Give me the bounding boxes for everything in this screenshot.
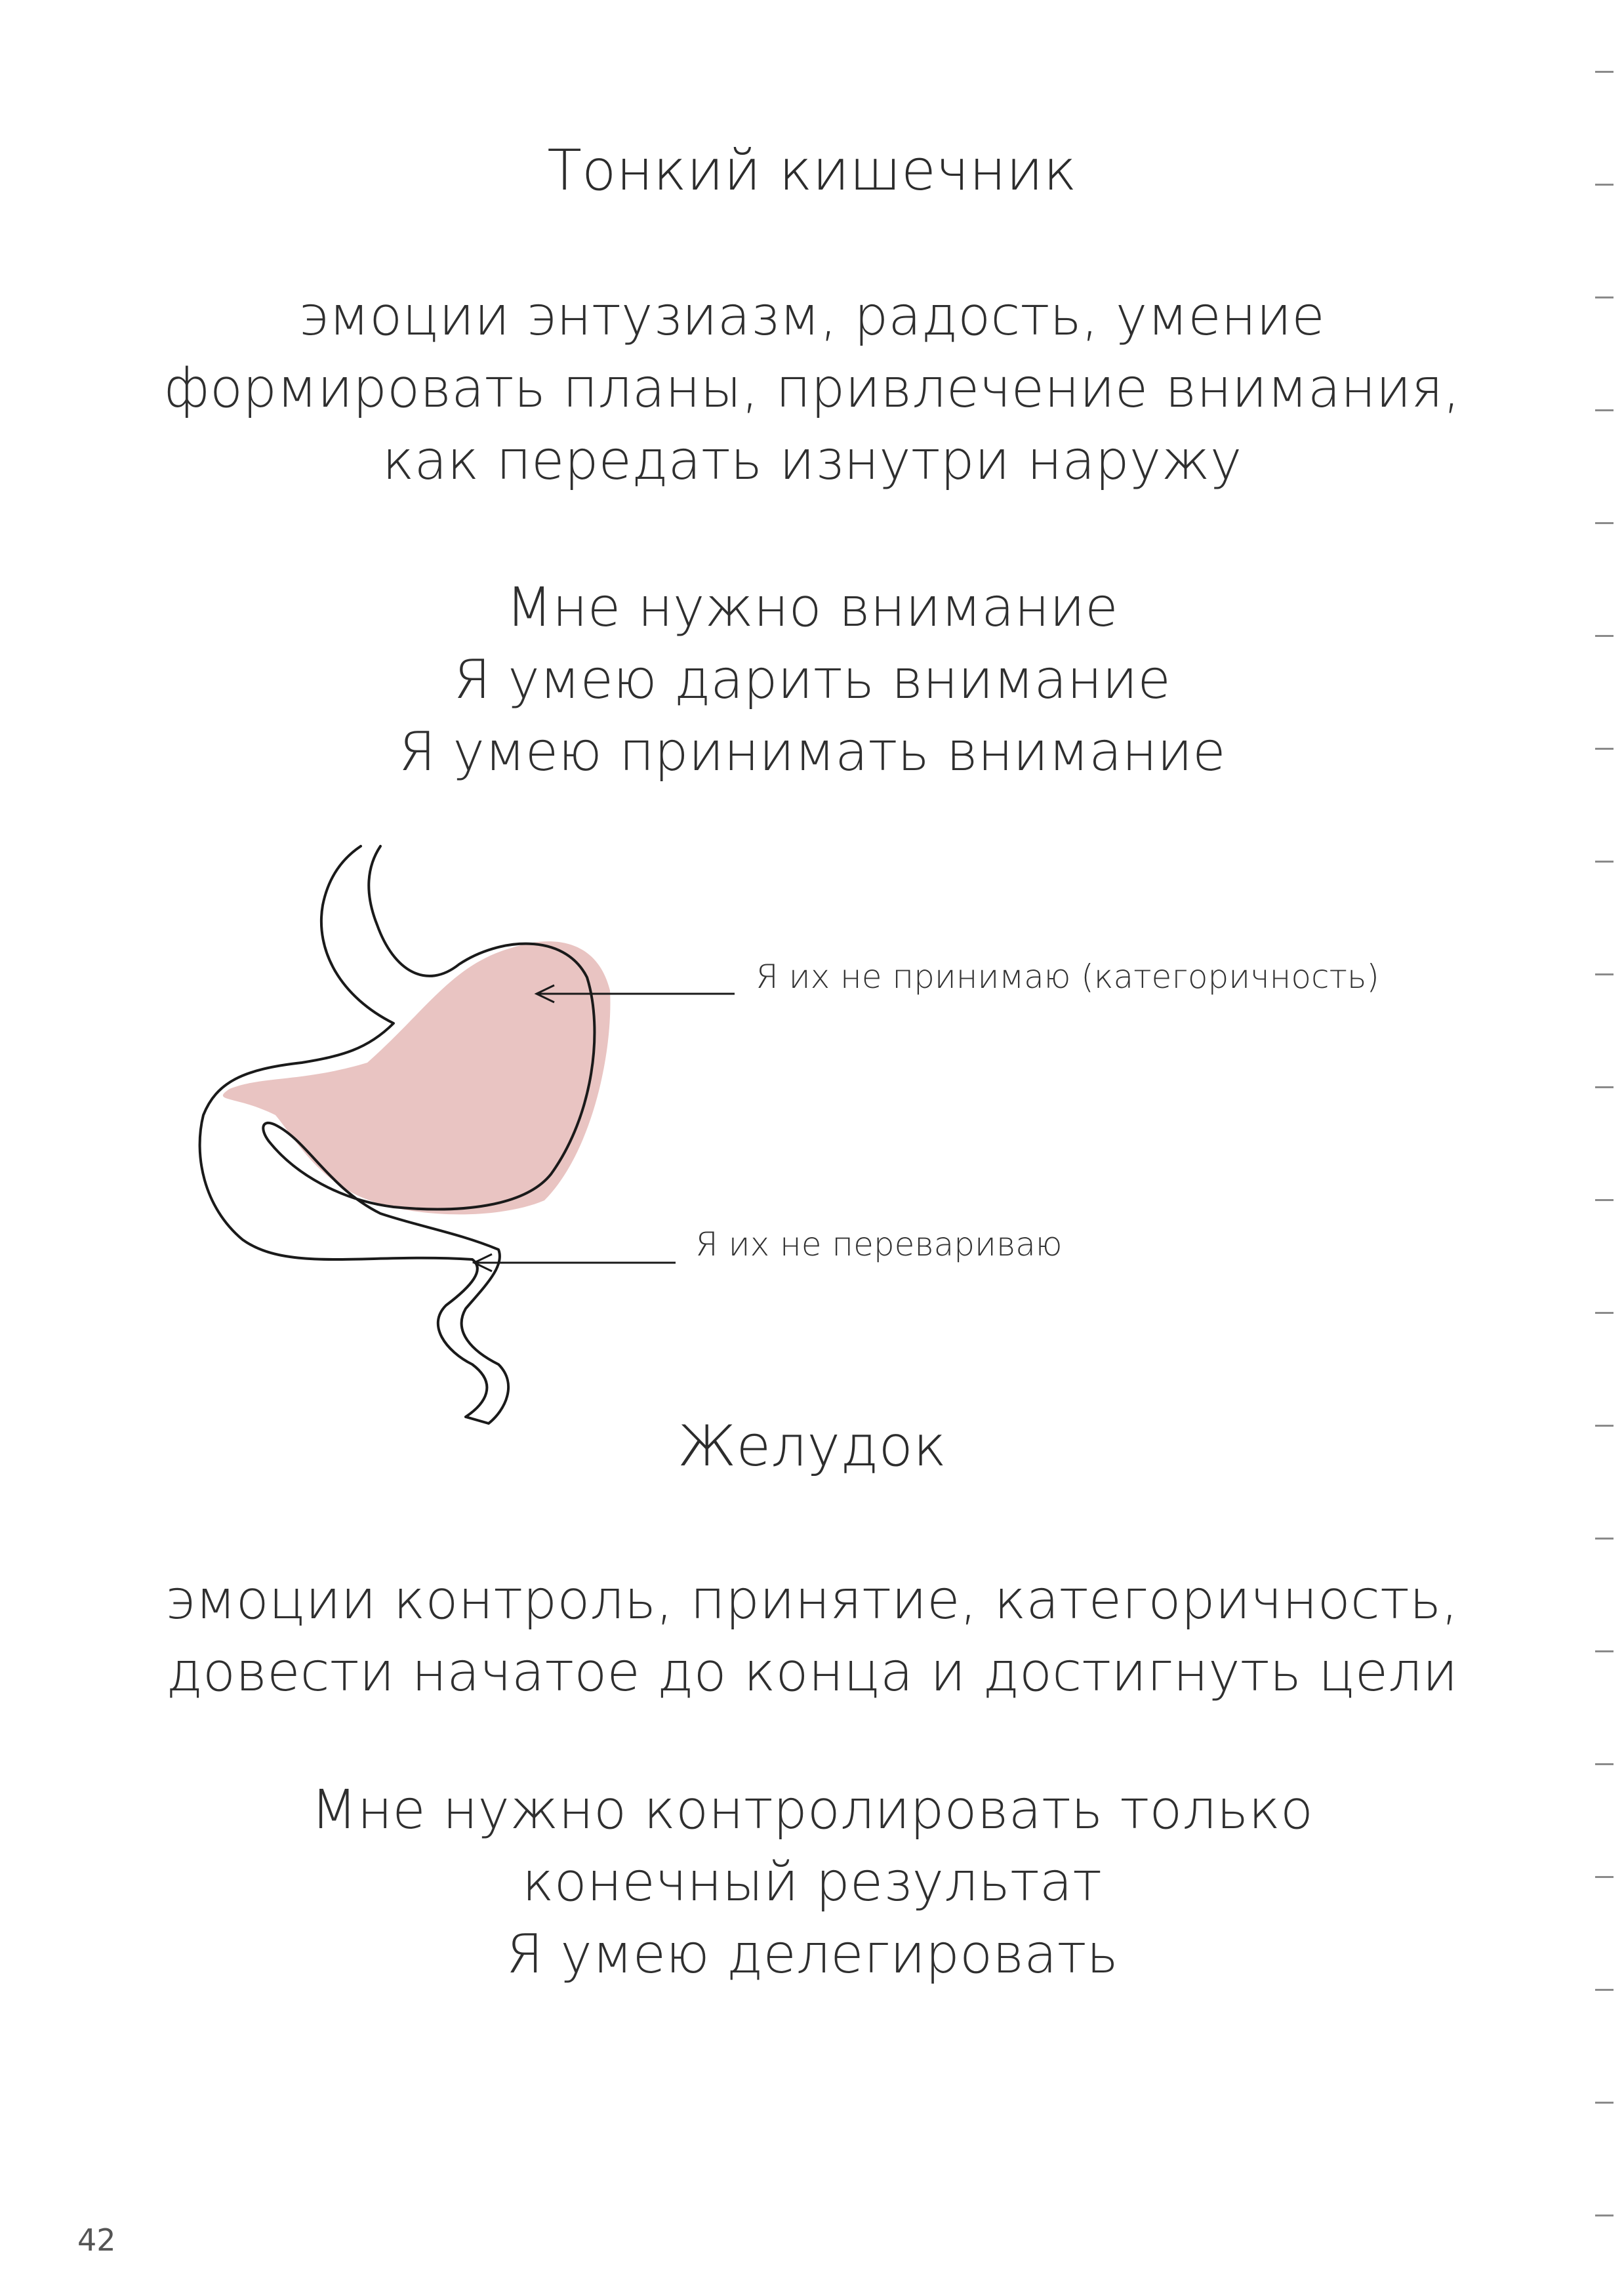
affirmation-line: конечный результат (521, 1851, 1103, 1913)
text-line: как передать изнутри наружу (382, 430, 1242, 492)
text-line: формировать планы, привлечение внимания, (163, 357, 1461, 420)
text-line: эмоции контроль, принятие, категоричность, (165, 1569, 1459, 1631)
margin-tick (1595, 1538, 1614, 1540)
emotions-stomach (0, 1564, 1624, 1709)
margin-tick (1595, 1086, 1614, 1088)
margin-tick (1595, 973, 1614, 975)
affirmation-line: Я умею дарить внимание (453, 649, 1171, 711)
margin-tick (1595, 1312, 1614, 1314)
section-title-small-intestine (0, 131, 1624, 210)
margin-tick (1595, 861, 1614, 863)
margin-tick (1595, 1763, 1614, 1765)
margin-tick (1595, 2215, 1614, 2216)
affirmations-stomach (0, 1774, 1624, 1991)
text-line: эмоции энтузиазм, радость, умение (299, 285, 1325, 348)
margin-tick (1595, 1199, 1614, 1201)
emotions-small-intestine (0, 281, 1624, 497)
heading-text: Тонкий кишечник (547, 138, 1077, 203)
text-line: довести начатое до конца и достигнуть цели (166, 1641, 1458, 1704)
affirmation-line: Мне нужно внимание (506, 577, 1118, 639)
affirmations-small-intestine (0, 572, 1624, 788)
affirmation-line: Я умею делегировать (506, 1923, 1118, 1986)
section-title-stomach (0, 1407, 1624, 1486)
arrow-head-intestine (474, 1254, 492, 1271)
heading-text: Желудок (677, 1414, 947, 1479)
stomach-highlight (223, 941, 611, 1214)
affirmation-line: Мне нужно контролировать только (310, 1779, 1314, 1841)
arrow-head-stomach (537, 985, 554, 1002)
label-intestine-arrow: Я их не перевариваю (695, 1225, 1063, 1263)
stomach-outline (200, 846, 595, 1423)
page-number: 42 (77, 2222, 116, 2258)
margin-tick (1595, 2102, 1614, 2104)
margin-tick (1595, 71, 1614, 73)
label-stomach-arrow: Я их не принимаю (категоричность) (756, 958, 1379, 996)
affirmation-line: Я умею принимать внимание (398, 721, 1226, 783)
margin-tick (1595, 522, 1614, 524)
